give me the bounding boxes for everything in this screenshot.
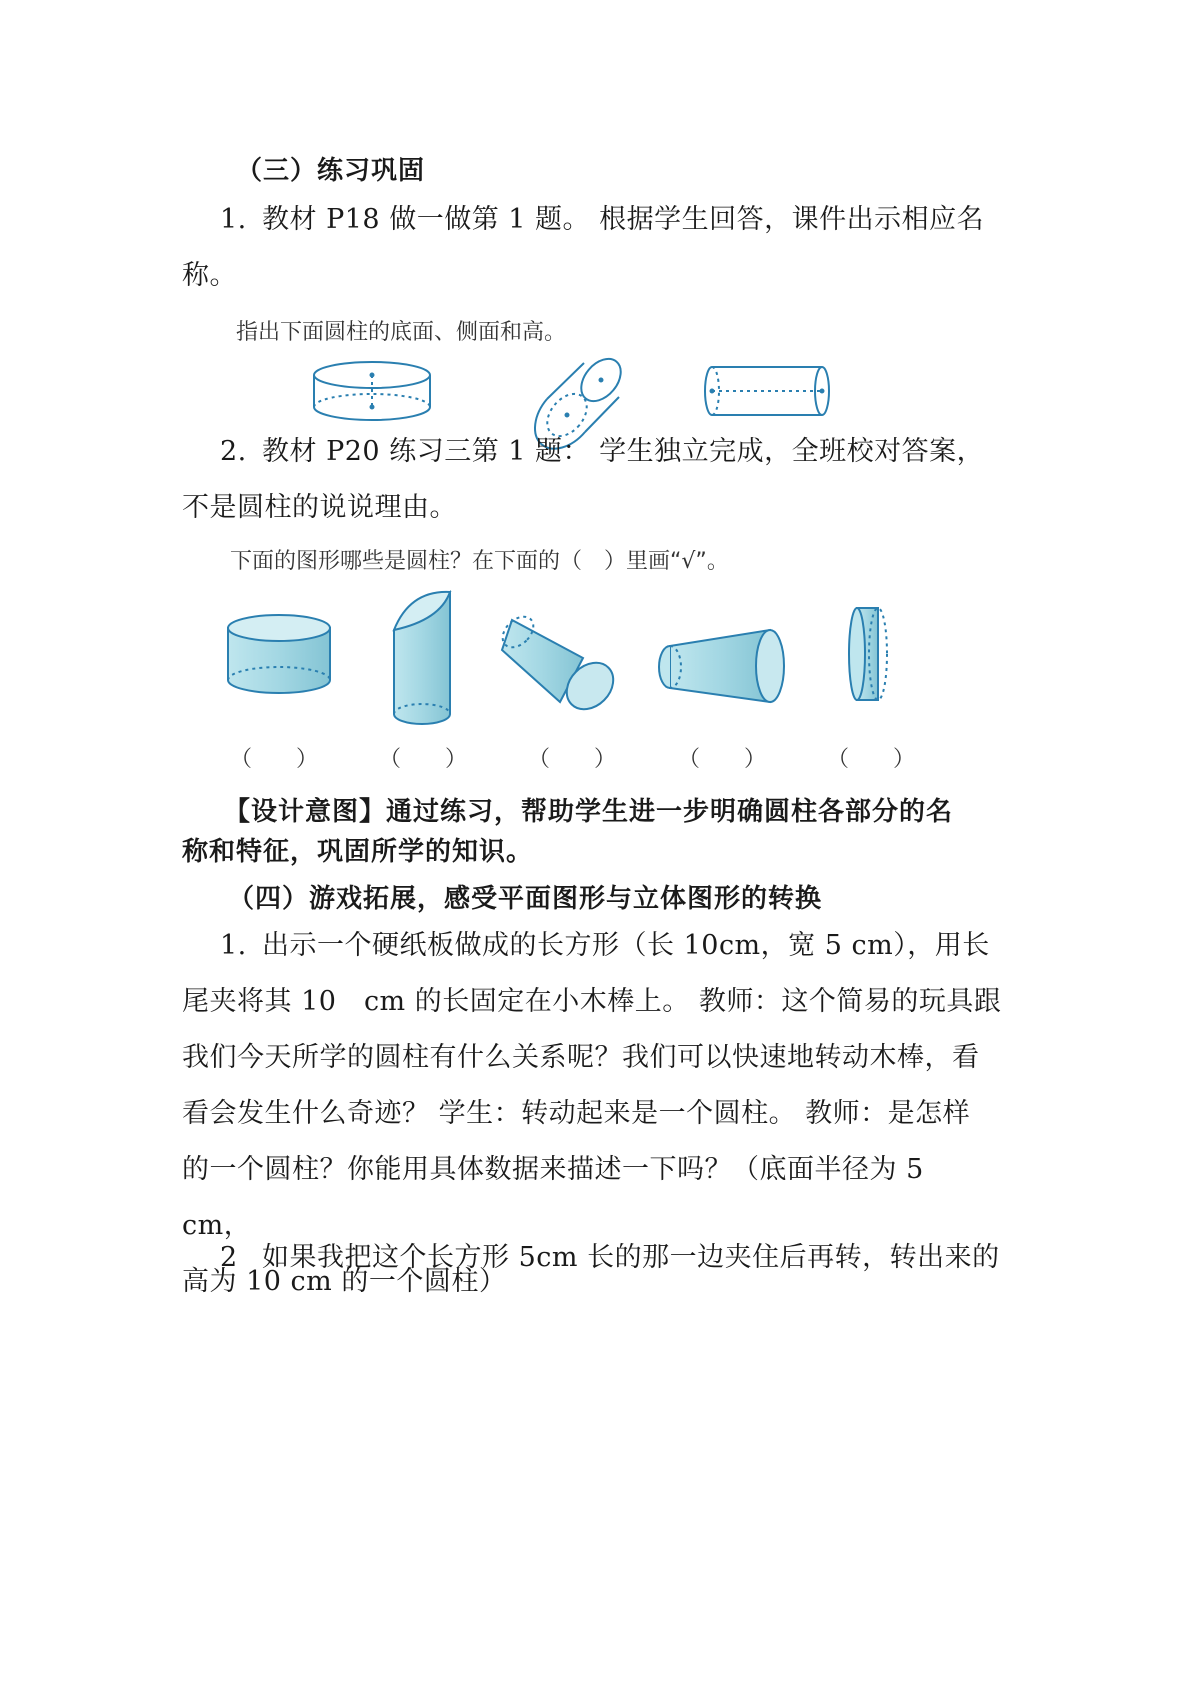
item-text-line-5: 的一个圆柱？你能用具体数据来描述一下吗？（底面半径为 5 cm， xyxy=(182,1154,952,1241)
item-text-line-1: 教材 P18 做一做第 1 题。 根据学生回答，课件出示相应名 xyxy=(262,204,985,235)
figure-2-caption: 下面的图形哪些是圆柱？在下面的（ ）里画“√”。 xyxy=(230,549,729,574)
shape-frustum xyxy=(659,630,784,702)
section-heading-4: （四）游戏拓展，感受平面图形与立体图形的转换 xyxy=(228,884,823,914)
item-text-line-6: 高为 10 cm 的一个圆柱） xyxy=(182,1266,507,1297)
answer-blank-3[interactable]: （ ） xyxy=(527,747,616,772)
figure-1-caption: 指出下面圆柱的底面、侧面和高。 xyxy=(236,320,567,345)
exercise-item-2 xyxy=(182,424,1012,536)
item-text-line-4: 看会发生什么奇迹？ 学生：转动起来是一个圆柱。 教师：是怎样 xyxy=(182,1098,971,1129)
design-intent-line-1: 【设计意图】通过练习，帮助学生进一步明确圆柱各部分的名 xyxy=(224,797,954,827)
item-number: 2. xyxy=(220,436,247,467)
item-text-line-1: 出示一个硬纸板做成的长方形（长 10cm，宽 5 cm），用长 xyxy=(262,930,990,961)
answer-blank-2[interactable]: （ ） xyxy=(378,747,467,772)
shape-disc-cylinder xyxy=(849,608,887,700)
design-intent xyxy=(182,792,1012,872)
answer-blank-4[interactable]: （ ） xyxy=(677,747,766,772)
game-item-2 xyxy=(182,1230,1012,1286)
item-text-line-2: 称。 xyxy=(182,260,237,291)
shape-tilted-cylinder xyxy=(497,611,623,719)
cylinder-flat-outline xyxy=(314,362,430,420)
item-number: 1. xyxy=(220,930,247,961)
item-text-line-2: 尾夹将其 10 cm 的长固定在小木棒上。 教师：这个简易的玩具跟 xyxy=(182,986,1002,1017)
exercise-item-1 xyxy=(182,192,1012,304)
design-intent-line-2: 称和特征，巩固所学的知识。 xyxy=(182,837,534,867)
answer-blank-5[interactable]: （ ） xyxy=(826,747,915,772)
shape-upright-cylinder xyxy=(228,615,330,693)
answer-blank-1[interactable]: （ ） xyxy=(229,747,318,772)
item-text-line-1: 教材 P20 练习三第 1 题： 学生独立完成，全班校对答案， xyxy=(262,436,985,467)
figure-2-shapes xyxy=(0,580,1191,740)
item-text-line-2: 不是圆柱的说说理由。 xyxy=(182,492,457,523)
item-number: 2 xyxy=(220,1242,238,1273)
shape-slanted-cylinder xyxy=(394,592,450,724)
item-number: 1. xyxy=(220,204,247,235)
item-text-line-3: 我们今天所学的圆柱有什么关系呢？我们可以快速地转动木棒，看 xyxy=(182,1042,980,1073)
cylinder-lying-outline xyxy=(705,367,829,415)
section-heading-3: （三）练习巩固 xyxy=(236,156,426,186)
item-text-line-1: 如果我把这个长方形 5cm 长的那一边夹住后再转，转出来的 xyxy=(262,1242,1000,1273)
